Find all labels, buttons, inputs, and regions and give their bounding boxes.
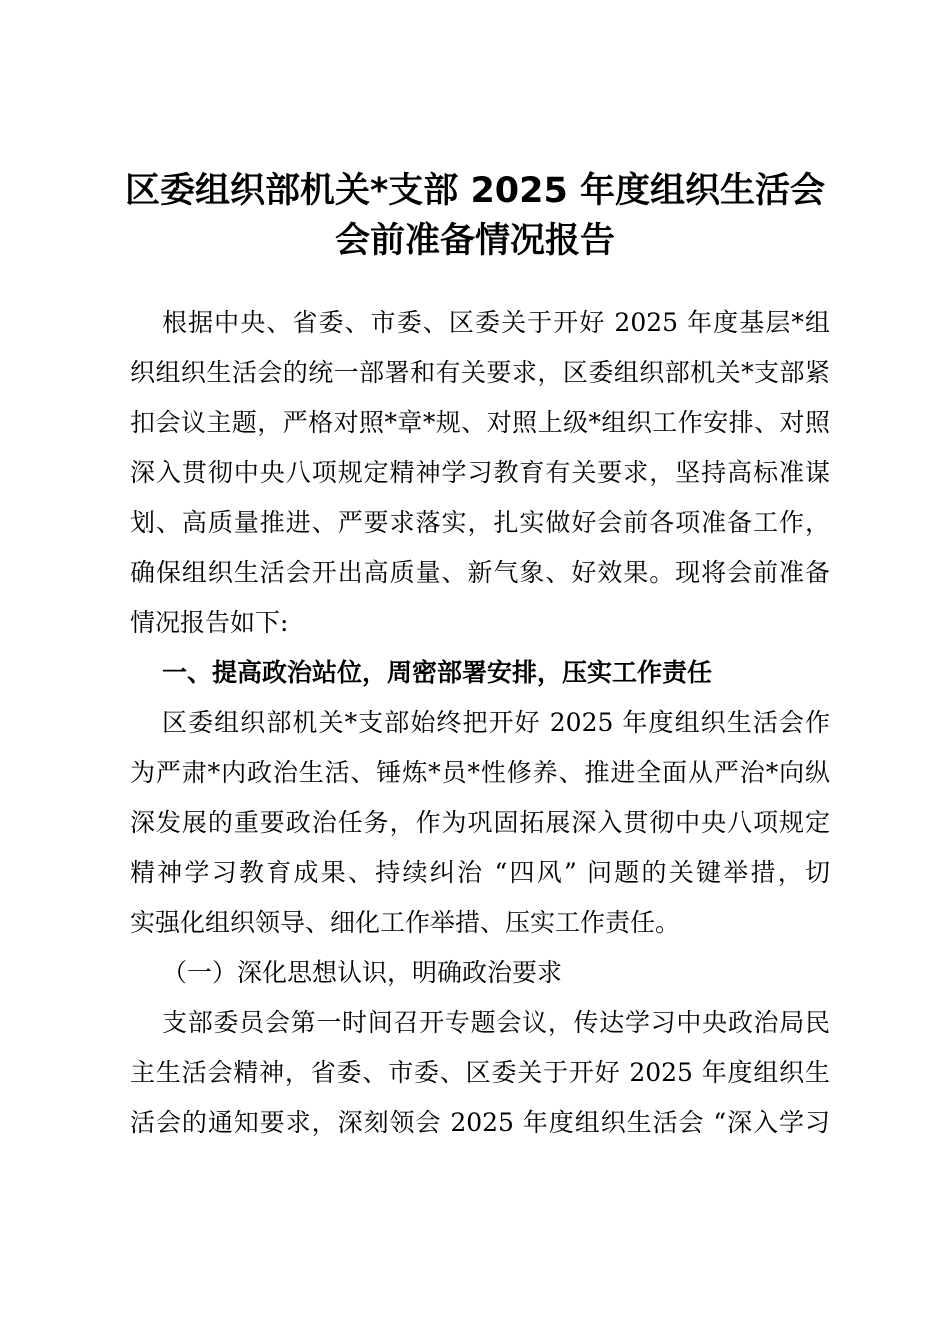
section-heading: 一、提高政治站位，周密部署安排，压实工作责任 xyxy=(162,658,713,687)
subsection-line: 活会的通知要求，深刻领会 2025 年度组织生活会 “深入学习 xyxy=(130,1108,830,1137)
intro-line: 织组织生活会的统一部署和有关要求，区委组织部机关*支部紧 xyxy=(130,358,830,387)
section-line: 为严肃*内政治生活、锤炼*员*性修养、推进全面从严治*向纵 xyxy=(130,758,830,787)
intro-line: 划、高质量推进、严要求落实，扎实做好会前各项准备工作， xyxy=(130,508,830,537)
intro-line: 确保组织生活会开出高质量、新气象、好效果。现将会前准备 xyxy=(130,558,830,587)
subsection-heading: （一）深化思想认识，明确政治要求 xyxy=(162,958,563,987)
intro-line: 情况报告如下: xyxy=(130,608,289,637)
section-line: 深发展的重要政治任务，作为巩固拓展深入贯彻中央八项规定 xyxy=(130,808,830,837)
intro-line: 根据中央、省委、市委、区委关于开好 2025 年度基层*组 xyxy=(162,308,830,337)
document-title-line-1: 区委组织部机关*支部 2025 年度组织生活会 xyxy=(124,171,826,211)
section-line: 实强化组织领导、细化工作举措、压实工作责任。 xyxy=(130,908,681,937)
intro-line: 扣会议主题，严格对照*章*规、对照上级*组织工作安排、对照 xyxy=(130,408,830,437)
document-title-line-2: 会前准备情况报告 xyxy=(334,221,615,261)
section-line: 区委组织部机关*支部始终把开好 2025 年度组织生活会作 xyxy=(162,708,830,737)
subsection-line: 支部委员会第一时间召开专题会议，传达学习中央政治局民 xyxy=(162,1008,830,1037)
subsection-line: 主生活会精神，省委、市委、区委关于开好 2025 年度组织生 xyxy=(130,1058,830,1087)
section-line: 精神学习教育成果、持续纠治 “四风” 问题的关键举措，切 xyxy=(130,858,830,887)
intro-line: 深入贯彻中央八项规定精神学习教育有关要求，坚持高标准谋 xyxy=(130,458,830,487)
